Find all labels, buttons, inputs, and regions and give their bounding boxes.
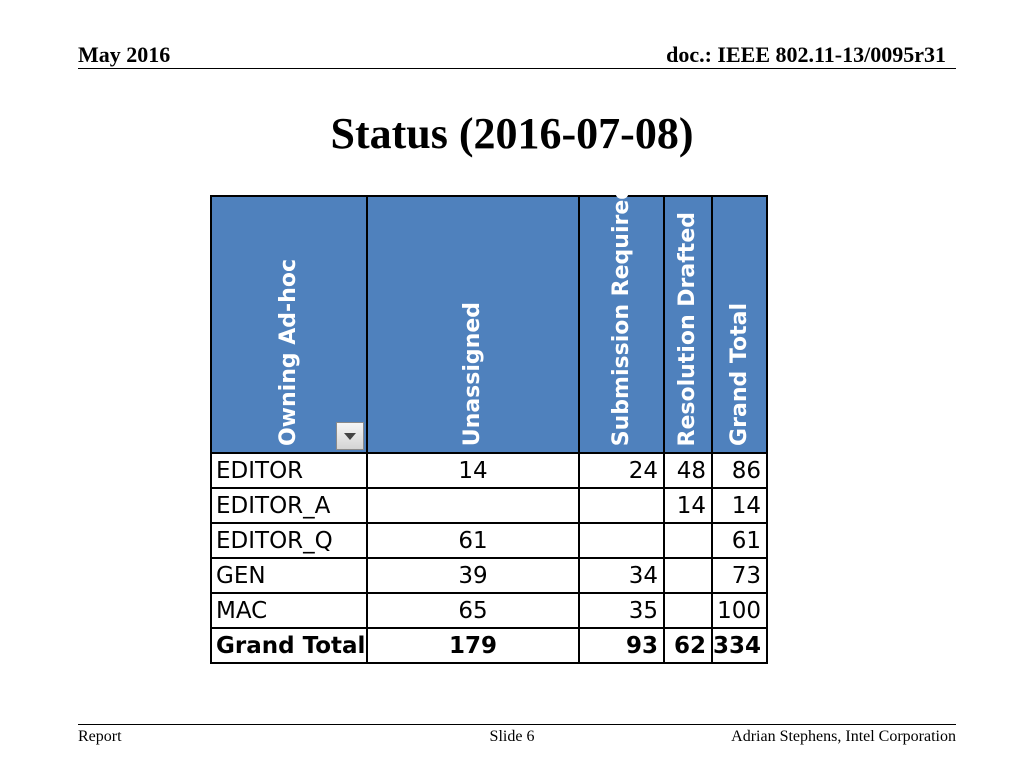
header-doc-id: doc.: IEEE 802.11-13/0095r31 bbox=[666, 42, 946, 67]
cell-grand-total: 14 bbox=[712, 488, 767, 523]
column-label-submission-required: Submission Required bbox=[608, 183, 634, 446]
cell-submission-required: 35 bbox=[579, 593, 664, 628]
cell-unassigned bbox=[367, 488, 579, 523]
cell-resolution-drafted: 14 bbox=[664, 488, 712, 523]
cell-grand-total: 334 bbox=[712, 628, 767, 663]
row-label: MAC bbox=[211, 593, 367, 628]
table-header-row bbox=[211, 196, 767, 453]
column-header-unassigned bbox=[367, 196, 579, 453]
table-row bbox=[211, 558, 767, 593]
column-header-resolution-drafted bbox=[664, 196, 712, 453]
cell-submission-required bbox=[579, 523, 664, 558]
cell-submission-required: 34 bbox=[579, 558, 664, 593]
row-label: EDITOR bbox=[211, 453, 367, 488]
cell-submission-required: 93 bbox=[579, 628, 664, 663]
column-label-grand-total: Grand Total bbox=[726, 303, 752, 446]
table-row bbox=[211, 453, 767, 488]
table-row bbox=[211, 523, 767, 558]
column-label-resolution-drafted: Resolution Drafted bbox=[675, 211, 700, 446]
cell-resolution-drafted: 62 bbox=[664, 628, 712, 663]
filter-dropdown-icon[interactable] bbox=[336, 422, 364, 450]
row-label: EDITOR_Q bbox=[211, 523, 367, 558]
cell-grand-total: 86 bbox=[712, 453, 767, 488]
column-label-unassigned: Unassigned bbox=[460, 301, 485, 446]
cell-unassigned: 179 bbox=[367, 628, 579, 663]
cell-resolution-drafted bbox=[664, 523, 712, 558]
cell-unassigned: 39 bbox=[367, 558, 579, 593]
cell-grand-total: 73 bbox=[712, 558, 767, 593]
column-header-owning-adhoc bbox=[211, 196, 367, 453]
column-header-grand-total bbox=[712, 196, 767, 453]
footer-divider bbox=[78, 724, 956, 725]
cell-unassigned: 65 bbox=[367, 593, 579, 628]
table-row bbox=[211, 593, 767, 628]
footer-report-label: Report bbox=[78, 728, 122, 745]
footer-author: Adrian Stephens, Intel Corporation bbox=[731, 728, 956, 745]
cell-resolution-drafted bbox=[664, 558, 712, 593]
column-label-owning-adhoc: Owning Ad-hoc bbox=[276, 258, 301, 446]
header-date: May 2016 bbox=[78, 42, 171, 67]
column-header-submission-required bbox=[579, 183, 664, 453]
header-divider bbox=[78, 68, 956, 69]
row-label: Grand Total bbox=[211, 628, 367, 663]
cell-grand-total: 61 bbox=[712, 523, 767, 558]
cell-submission-required: 24 bbox=[579, 453, 664, 488]
row-label: EDITOR_A bbox=[211, 488, 367, 523]
slide-title: Status (2016-07-08) bbox=[330, 109, 694, 158]
grand-total-row bbox=[211, 628, 767, 663]
cell-unassigned: 14 bbox=[367, 453, 579, 488]
row-label: GEN bbox=[211, 558, 367, 593]
cell-grand-total: 100 bbox=[712, 593, 767, 628]
table-row bbox=[211, 488, 767, 523]
cell-resolution-drafted bbox=[664, 593, 712, 628]
cell-resolution-drafted: 48 bbox=[664, 453, 712, 488]
cell-submission-required bbox=[579, 488, 664, 523]
footer-slide-number: Slide 6 bbox=[489, 728, 535, 745]
status-pivot-table bbox=[210, 183, 768, 664]
cell-unassigned: 61 bbox=[367, 523, 579, 558]
